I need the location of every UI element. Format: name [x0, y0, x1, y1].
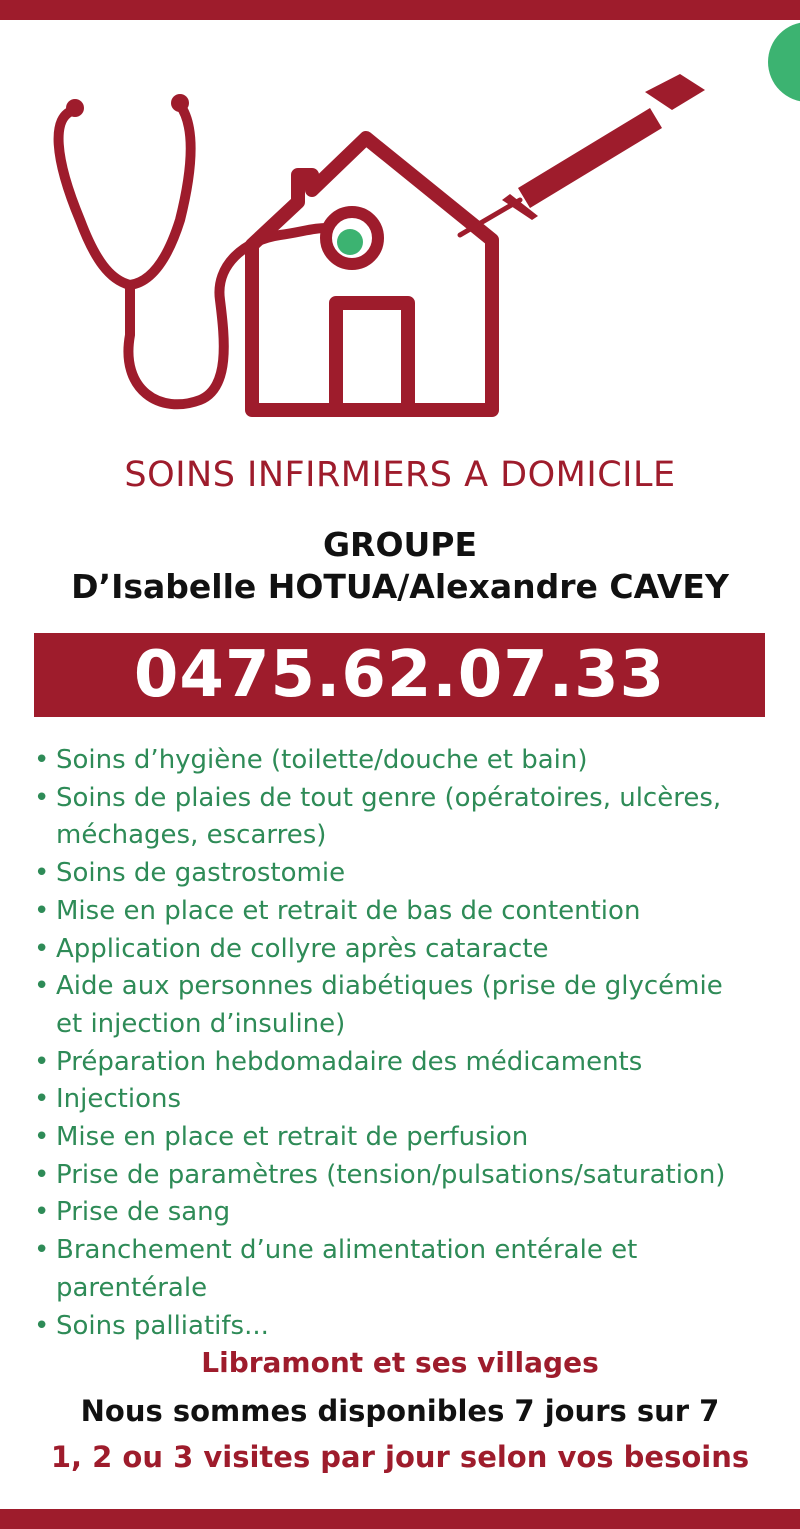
services-list	[34, 742, 784, 1345]
phone-number-banner	[34, 633, 765, 717]
phone-number: 0475.62.07.33	[133, 638, 666, 712]
bullet-icon: •	[34, 1159, 50, 1190]
service-text: et injection d’insuline)	[56, 1008, 346, 1039]
bullet-icon: •	[34, 1197, 50, 1228]
service-item	[34, 1194, 784, 1232]
service-text: Prise de paramètres (tension/pulsations/saturation)	[56, 1159, 726, 1190]
service-text: Soins palliatifs...	[56, 1310, 269, 1341]
bullet-icon: •	[34, 782, 50, 813]
green-circle-decoration	[768, 22, 800, 102]
service-item	[34, 931, 784, 969]
availability-text: Nous sommes disponibles 7 jours sur 7	[80, 1394, 720, 1428]
bullet-icon: •	[34, 895, 50, 926]
visits-text: 1, 2 ou 3 visites par jour selon vos besoins	[50, 1440, 750, 1474]
bullet-icon: •	[34, 971, 50, 1002]
bullet-icon: •	[34, 1122, 50, 1153]
service-item	[34, 1157, 784, 1195]
service-item	[34, 780, 784, 855]
service-item	[34, 1308, 784, 1346]
top-border-bar	[0, 0, 800, 20]
bullet-icon: •	[34, 1235, 50, 1266]
service-text: Branchement d’une alimentation entérale et parentérale	[56, 1235, 638, 1303]
service-text: méchages, escarres)	[56, 820, 327, 851]
service-region: Libramont et ses villages	[201, 1346, 599, 1379]
bullet-icon: •	[34, 1084, 50, 1115]
service-text: Prise de sang	[56, 1197, 231, 1228]
bullet-icon: •	[34, 858, 50, 889]
service-item	[34, 1232, 784, 1307]
bullet-icon: •	[34, 1046, 50, 1077]
service-item	[34, 1119, 784, 1157]
service-text: Mise en place et retrait de perfusion	[56, 1122, 529, 1153]
service-text: Application de collyre après cataracte	[56, 933, 549, 964]
service-item	[34, 855, 784, 893]
service-text: Injections	[56, 1084, 182, 1115]
bullet-icon: •	[34, 1310, 50, 1341]
service-item	[34, 742, 784, 780]
service-text: Soins d’hygiène (toilette/douche et bain)	[56, 745, 588, 775]
group-names: D’Isabelle HOTUA/Alexandre CAVEY	[71, 567, 729, 606]
group-label: GROUPE	[322, 525, 478, 564]
house-stethoscope-syringe-icon	[40, 70, 740, 430]
service-item	[34, 968, 784, 1043]
bullet-icon: •	[34, 933, 50, 964]
service-text: Préparation hebdomadaire des médicaments	[56, 1046, 643, 1077]
group-heading	[0, 524, 800, 608]
service-text: Mise en place et retrait de bas de contention	[56, 895, 641, 926]
service-text: Soins de gastrostomie	[56, 858, 346, 889]
page-title: SOINS INFIRMIERS A DOMICILE	[124, 455, 676, 495]
service-item	[34, 1081, 784, 1119]
service-text: Soins de plaies de tout genre (opératoires, ulcères,	[56, 782, 722, 813]
service-text: Aide aux personnes diabétiques (prise de glycémie	[56, 971, 723, 1002]
service-item	[34, 1044, 784, 1082]
service-item	[34, 893, 784, 931]
bullet-icon: •	[34, 745, 50, 775]
bottom-border-bar	[0, 1509, 800, 1529]
